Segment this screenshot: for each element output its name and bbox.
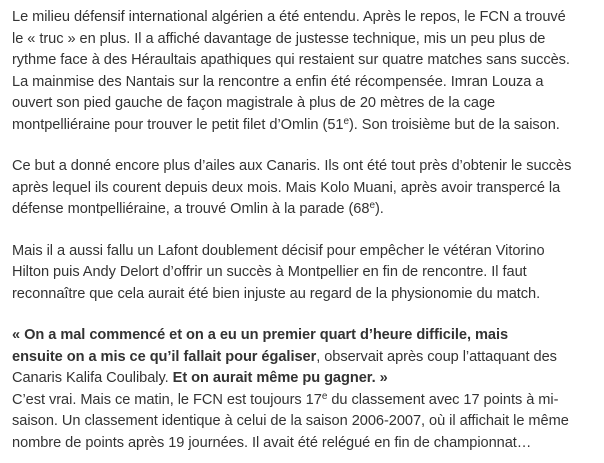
- text-line: après lequel ils courent depuis deux mois. Mais Kolo Muani, après avoir transpercé la: [12, 179, 561, 196]
- article-body: [12, 7, 600, 454]
- superscript: e: [369, 200, 375, 211]
- superscript: e: [321, 390, 328, 402]
- superscript: e: [343, 115, 349, 127]
- text-line: le « truc » en plus. Il a affiché davantage de justesse technique, mis un peu plus de: [12, 30, 546, 47]
- text-fragment: , observait après coup l’attaquant des: [316, 348, 557, 365]
- text-line: La mainmise des Nantais sur la rencontre a enfin été récompensée. Imran Louza a: [12, 73, 544, 90]
- text-fragment: C’est vrai. Mais ce matin, le FCN est toujours 17: [12, 391, 322, 408]
- text-line: [12, 368, 600, 390]
- text-fragment: ).: [374, 201, 384, 217]
- text-line: nombre de points après 19 journées. Il avait été relégué en fin de championnat…: [12, 434, 532, 451]
- text-line: reconnaître que cela aurait été bien injuste au regard de la physionomie du match.: [12, 285, 541, 302]
- paragraph-1: [12, 7, 600, 136]
- text-line: Mais il a aussi fallu un Lafont doublement décisif pour empêcher le vétéran Vitorino: [12, 242, 545, 259]
- text-fragment: Canaris Kalifa Coulibaly.: [12, 370, 173, 386]
- text-fragment: ). Son troisième but de la saison.: [348, 116, 560, 133]
- text-line: Hilton puis Andy Delort d’offrir un succès à Montpellier en fin de rencontre. Il faut: [12, 264, 527, 280]
- text-fragment: défense montpelliéraine, a trouvé Omlin à la parade (68: [12, 201, 370, 217]
- text-line: ouvert son pied gauche de façon magistrale à plus de 20 mètres de la cage: [12, 95, 496, 111]
- text-fragment: montpelliéraine pour trouver le petit filet d’Omlin (51: [12, 116, 344, 133]
- text-line: [12, 115, 600, 137]
- text-line: [12, 390, 600, 412]
- text-line: [12, 347, 600, 369]
- text-line: saison. Un classement identique à celui de la saison 2006-2007, où il affichait le même: [12, 413, 569, 429]
- text-line: rythme face à des Héraultais apathiques qui restaient sur quatre matches sans succès.: [12, 52, 570, 68]
- paragraph-4: [12, 325, 600, 454]
- text-fragment: du classement avec 17 points à mi-: [327, 391, 559, 408]
- text-line: [12, 199, 600, 221]
- text-line: Le milieu défensif international algérien a été entendu. Après le repos, le FCN a trouvé: [12, 9, 566, 25]
- paragraph-2: [12, 156, 600, 221]
- quote-bold: ensuite on a mis ce qu’il fallait pour égaliser: [12, 348, 317, 365]
- paragraph-3: [12, 241, 600, 306]
- text-line: Ce but a donné encore plus d’ailes aux Canaris. Ils ont été tout près d’obtenir le succès: [12, 158, 572, 174]
- quote-bold: Et on aurait même pu gagner. »: [172, 370, 388, 386]
- quote-bold: « On a mal commencé et on a eu un premier quart d’heure difficile, mais: [12, 327, 509, 343]
